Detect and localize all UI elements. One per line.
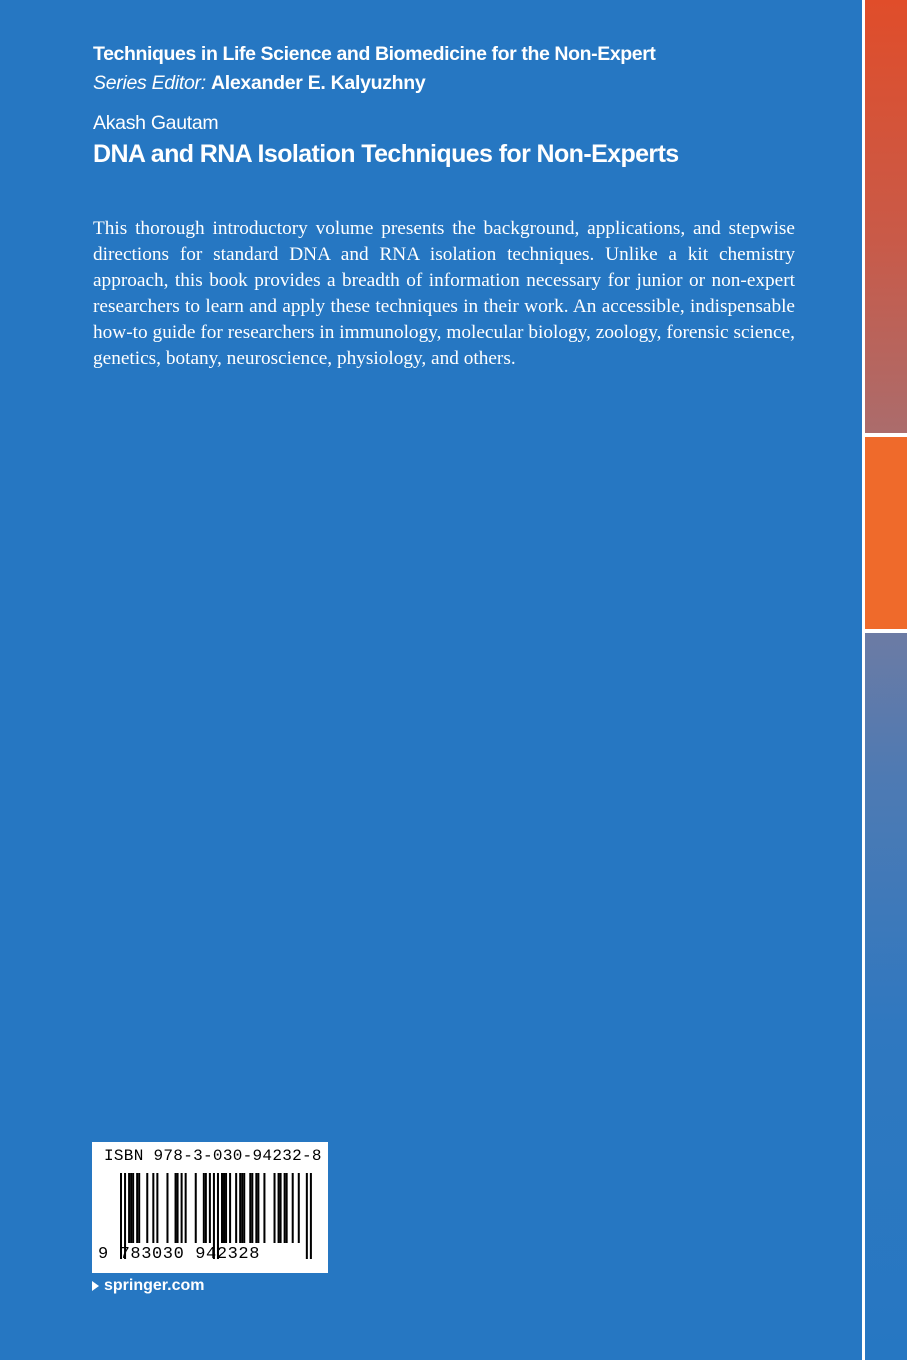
barcode-bar <box>209 1173 211 1243</box>
barcode-bar <box>128 1173 130 1243</box>
publisher-website[interactable] <box>92 1277 204 1295</box>
book-title: DNA and RNA Isolation Techniques for Non-Experts <box>93 140 679 168</box>
barcode-bar <box>146 1173 148 1243</box>
book-description: This thorough introductory volume presents the background, applications, and stepwise directions for standard DNA and RNA isolation techniques. Unlike a kit chemistry approach, this book provides a breadth of information necessary for junior or non-expert researchers to learn and apply these techniques in their work. An accessible, indispensable how-to guide for researchers in immunology, molecular biology, zoology, forensic science, genetics, botany, neuroscience, physiology, and others. <box>93 218 795 369</box>
series-editor <box>93 72 425 95</box>
series-editor-label: Series Editor: <box>93 72 206 94</box>
barcode-bar <box>306 1173 308 1259</box>
barcode-bar <box>257 1173 259 1243</box>
barcode-bar <box>284 1173 286 1243</box>
barcode-bar <box>249 1173 251 1243</box>
barcode-digits: 9 783030 942328 <box>98 1245 261 1264</box>
barcode-bar <box>298 1173 300 1243</box>
barcode-bar <box>310 1173 312 1259</box>
series-title: Techniques in Life Science and Biomedicine for the Non-Expert <box>93 43 656 65</box>
barcode-bar <box>223 1173 225 1243</box>
barcode-bar <box>181 1173 183 1243</box>
barcode-bar <box>195 1173 197 1243</box>
barcode-bar <box>278 1173 280 1243</box>
barcode-bar <box>243 1173 245 1243</box>
author-name: Akash Gautam <box>93 112 219 134</box>
barcode-bar <box>241 1173 243 1243</box>
barcode-bar <box>274 1173 276 1243</box>
website-text: springer.com <box>104 1277 205 1294</box>
barcode-bar <box>229 1173 231 1243</box>
barcode-bar <box>235 1173 237 1243</box>
barcode-bar <box>156 1173 158 1243</box>
color-stripe-middle <box>865 437 907 629</box>
barcode-bar <box>225 1173 227 1243</box>
barcode-bar <box>255 1173 257 1243</box>
barcode-bar <box>239 1173 241 1243</box>
series-editor-name: Alexander E. Kalyuzhny <box>210 72 426 94</box>
isbn-label: ISBN 978-3-030-94232-8 <box>104 1147 322 1165</box>
barcode-bar <box>152 1173 154 1243</box>
arrow-right-icon <box>92 1281 99 1291</box>
barcode-bar <box>286 1173 288 1243</box>
barcode-bar <box>136 1173 138 1243</box>
barcode-bar <box>205 1173 207 1243</box>
isbn-barcode <box>92 1142 328 1273</box>
barcode-bar <box>138 1173 140 1243</box>
barcode-bar <box>292 1173 294 1243</box>
barcode-bar <box>185 1173 187 1243</box>
barcode-bar <box>177 1173 179 1243</box>
barcode-bar <box>130 1173 132 1243</box>
barcode-bar <box>203 1173 205 1243</box>
barcode-bar <box>280 1173 282 1243</box>
barcode-bar <box>221 1173 223 1243</box>
barcode-bar <box>132 1173 134 1243</box>
color-stripe-bottom <box>865 633 907 1360</box>
barcode-bar <box>251 1173 253 1243</box>
barcode-bar <box>166 1173 168 1243</box>
color-stripe-top <box>865 0 907 433</box>
barcode-bar <box>263 1173 265 1243</box>
barcode-bar <box>175 1173 177 1243</box>
